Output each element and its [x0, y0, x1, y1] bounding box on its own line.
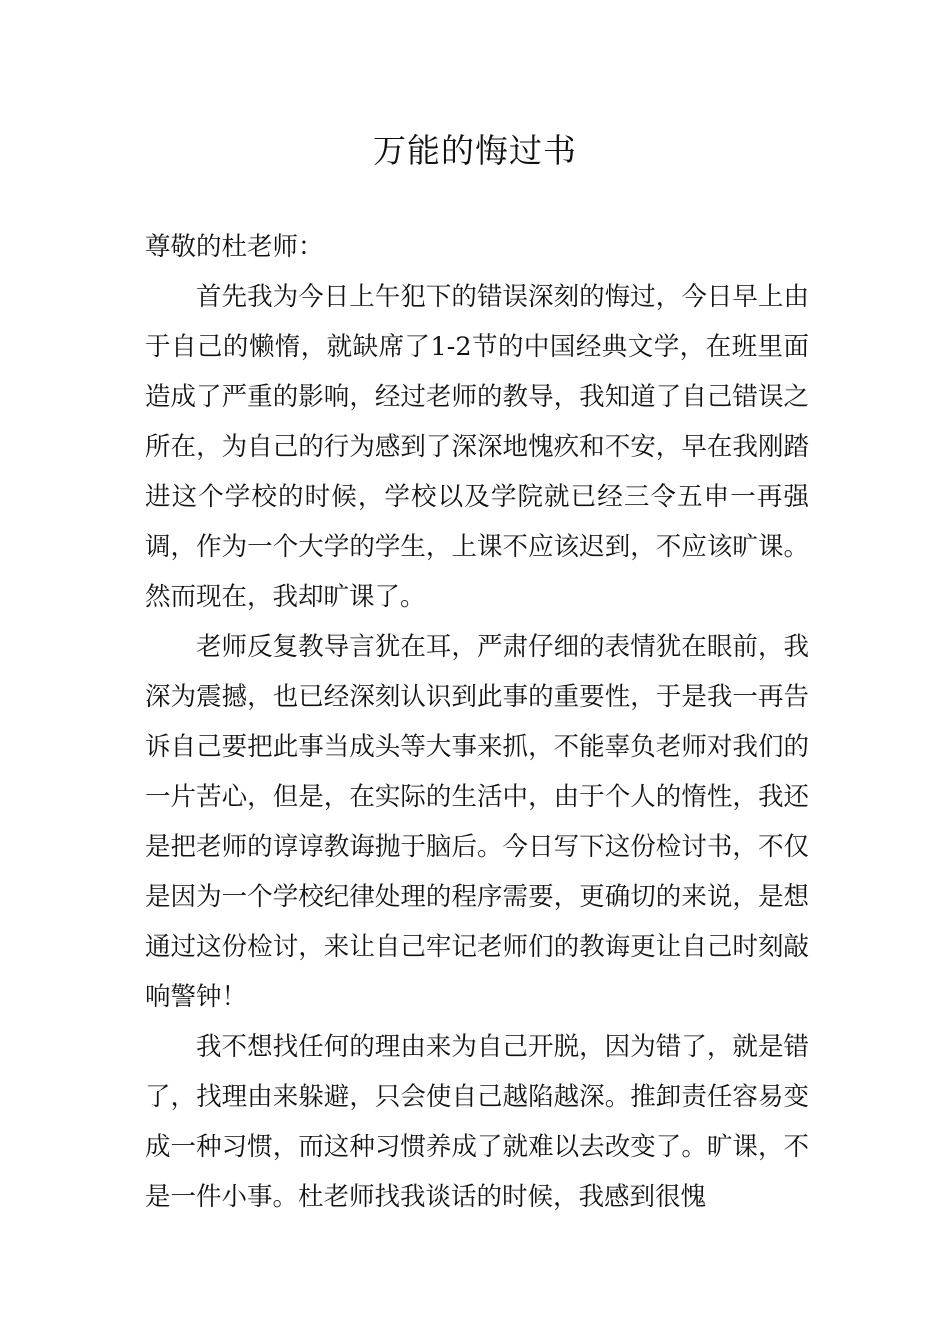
document-body [145, 222, 809, 1222]
paragraph-2: 老师反复教导言犹在耳，严肃仔细的表情犹在眼前，我深为震撼，也已经深刻认识到此事的重要性，于是我一再告诉自己要把此事当成头等大事来抓，不能辜负老师对我们的一片苦心，但是，在实际的生活中，由于个人的惰性，我还是把老师的谆谆教诲抛于脑后。今日写下这份检讨书，不仅是因为一个学校纪律处理的程序需要，更确切的来说，是想通过这份检讨，来让自己牢记老师们的教诲更让自己时刻敲响警钟！ [145, 632, 809, 1012]
salutation: 尊敬的杜老师： [145, 232, 324, 262]
document-title: 万能的悔过书 [373, 131, 577, 170]
paragraph-1: 首先我为今日上午犯下的错误深刻的悔过，今日早上由于自己的懒惰，就缺席了1-2节的中国经典文学，在班里面造成了严重的影响，经过老师的教导，我知道了自己错误之所在，为自己的行为感到了深深地愧疚和不安，早在我刚踏进这个学校的时候，学校以及学院就已经三令五申一再强调，作为一个大学的学生，上课不应该迟到，不应该旷课。然而现在，我却旷课了。 [145, 282, 809, 612]
paragraph-3: 我不想找任何的理由来为自己开脱，因为错了，就是错了，找理由来躲避，只会使自己越陷越深。推卸责任容易变成一种习惯，而这种习惯养成了就难以去改变了。旷课，不是一件小事。杜老师找我谈话的时候，我感到很愧 [145, 1032, 809, 1212]
